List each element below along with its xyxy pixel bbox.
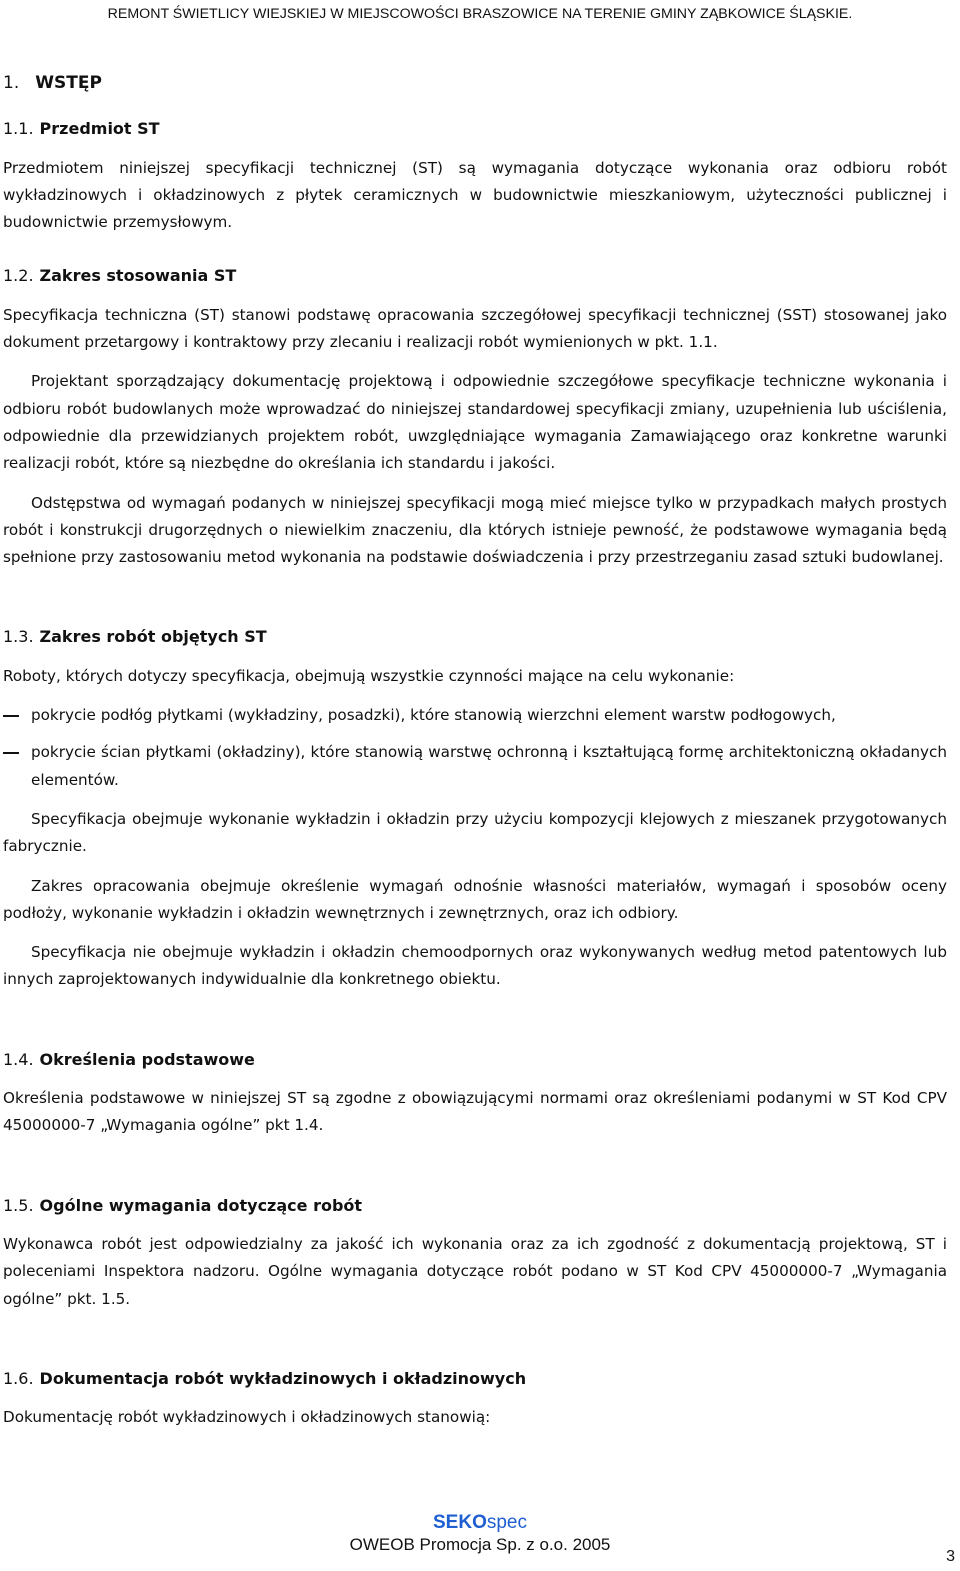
paragraph: Przedmiotem niniejszej specyfikacji technicznej (ST) są wymagania dotyczące wykonania oraz odbioru robót wykładzinowych i okładzinowych z płytek ceramicznych w budownictwie mieszkaniowym, użyteczności publicznej i budownictwie przemysłowym. [3,158,947,232]
paragraph: Projektant sporządzający dokumentację projektową i odpowiednie szczegółowe specyfikacje techniczne wykonania i odbioru robót budowlanych może wprowadzać do niniejszej standardowej specyfikacji zmiany, uzupełnienia lub uściślenia, odpowiednie dla przewidzianych projektem robót, uwzględniające wymagania Zamawiającego oraz konkretne warunki realizacji robót, które są niezbędne do określania ich standardu i jakości. [3,372,947,473]
heading-1-1 [3,115,947,142]
heading-title: Ogólne wymagania dotyczące robót [39,1195,363,1215]
paragraph: Wykonawca robót jest odpowiedzialny za jakość ich wykonania oraz za ich zgodność z dokumentacją projektową, ST i poleceniami Inspektora nadzoru. Ogólne wymagania dotyczące robót podano w ST Kod CPV 45000000-7 „Wymagania ogólne” pkt. 1.5. [3,1234,947,1308]
paragraph: Odstępstwa od wymagań podanych w niniejszej specyfikacji mogą mieć miejsce tylko w przypadkach małych prostych robót i konstrukcji drugorzędnych o niewielkim znaczeniu, dla których istnieje pewność, że podstawowe wymagania będą spełnione przy zastosowaniu metod wykonania na podstawie doświadczenia i przy przestrzeganiu zasad sztuki budowlanej. [3,493,947,567]
heading-1-5 [3,1192,947,1219]
brand-light: spec [486,1512,527,1533]
heading-number: 1.1. [3,119,34,139]
list-item: pokrycie podłóg płytkami (wykładziny, posadzki), które stanowią wierzchni element warstw podłogowych, [3,702,947,729]
heading-number: 1.6. [3,1368,34,1388]
paragraph: Roboty, których dotyczy specyfikacja, obejmują wszystkie czynności mające na celu wykonanie: [3,666,735,685]
heading-number: 1.3. [3,627,34,647]
page-footer [0,1512,960,1556]
running-header: REMONT ŚWIETLICY WIEJSKIEJ W MIEJSCOWOŚCI BRASZOWICE NA TERENIE GMINY ZĄBKOWICE ŚLĄSKIE. [107,6,853,22]
brand-logo [0,1512,960,1534]
heading-number: 1.5. [3,1195,34,1215]
heading-title: Dokumentacja robót wykładzinowych i okładzinowych [39,1368,527,1388]
heading-title: Przedmiot ST [39,119,160,139]
paragraph: Specyfikacja techniczna (ST) stanowi podstawę opracowania szczegółowej specyfikacji technicznej (SST) stosowanej jako dokument przetargowy i kontraktowy przy zlecaniu i realizacji robót wymienionych w pkt. 1.1. [3,305,947,352]
company-name: OWEOB Promocja Sp. z o.o. 2005 [349,1535,611,1554]
paragraph: Specyfikacja obejmuje wykonanie wykładzin i okładzin przy użyciu kompozycji klejowych z mieszanek przygotowanych fabrycznie. [3,809,947,856]
heading-1 [3,70,947,97]
document-body [3,70,947,1443]
heading-1-6 [3,1365,947,1392]
heading-number: 1.2. [3,266,34,286]
heading-title: Zakres stosowania ST [39,266,237,286]
heading-title: Określenia podstawowe [39,1049,255,1069]
list-item: pokrycie ścian płytkami (okładziny), które stanowią warstwę ochronną i kształtującą formę architektoniczną okładanych elementów. [3,739,947,794]
heading-1-3 [3,623,947,650]
heading-1-2 [3,262,947,289]
heading-number: 1.4. [3,1049,34,1069]
heading-title: Zakres robót objętych ST [39,627,267,647]
heading-1-4 [3,1046,947,1073]
heading-title: WSTĘP [35,73,102,93]
dash-list [3,702,947,794]
paragraph: Określenia podstawowe w niniejszej ST są zgodne z obowiązującymi normami oraz określeniami podanymi w ST Kod CPV 45000000-7 „Wymagania ogólne” pkt 1.4. [3,1089,947,1135]
paragraph: Zakres opracowania obejmuje określenie wymagań odnośnie własności materiałów, wymagań i sposobów oceny podłoży, wykonanie wykładzin i okładzin wewnętrznych i zewnętrznych, oraz ich odbiory. [3,876,947,922]
heading-number: 1. [3,73,20,93]
brand-bold: SEKO [433,1512,487,1533]
paragraph: Dokumentację robót wykładzinowych i okładzinowych stanowią: [3,1408,491,1427]
paragraph: Specyfikacja nie obejmuje wykładzin i okładzin chemoodpornych oraz wykonywanych według metod patentowych lub innych zaprojektowanych indywidualnie dla konkretnego obiektu. [3,943,947,989]
page-number: 3 [946,1548,955,1565]
